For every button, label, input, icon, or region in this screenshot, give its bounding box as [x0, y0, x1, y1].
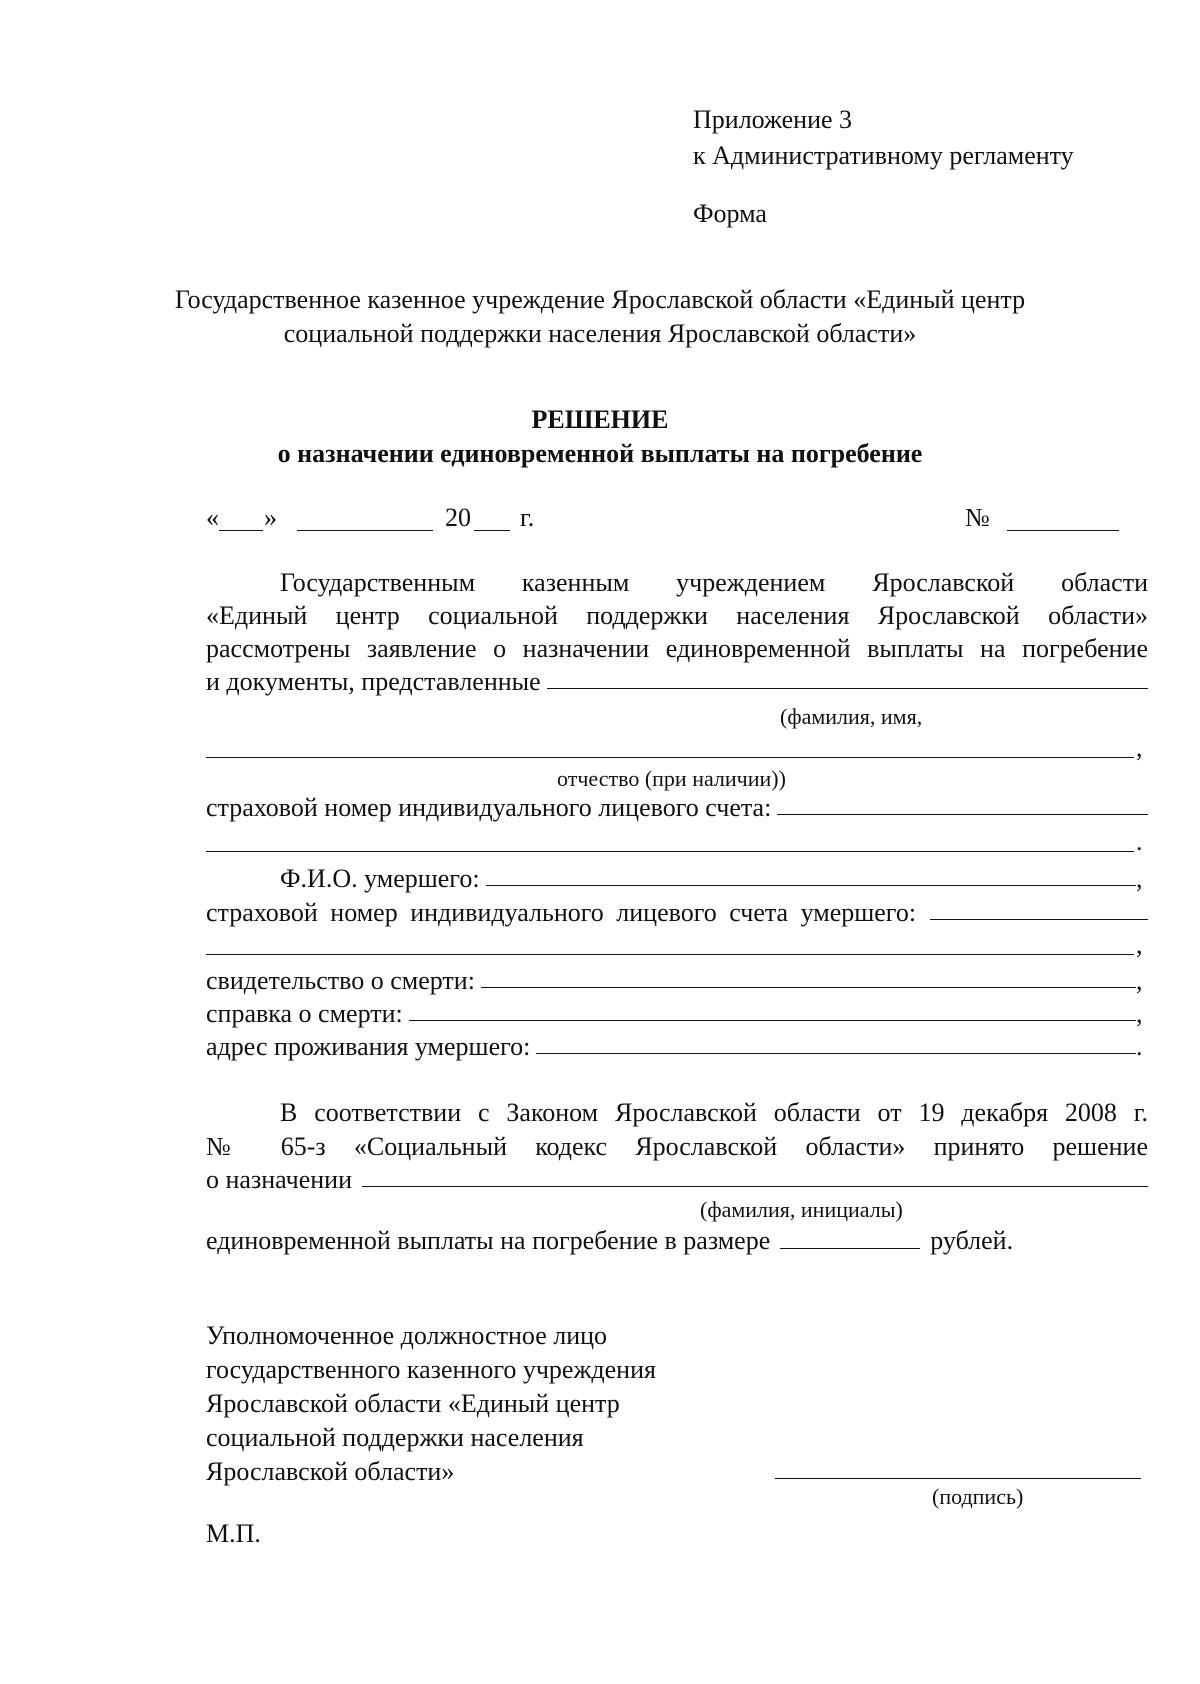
- death-notice-blank[interactable]: [409, 998, 1136, 1021]
- comma-1: ,: [1136, 733, 1143, 762]
- deceased-fio-label: Ф.И.О. умершего:: [280, 864, 480, 893]
- amount-prefix: единовременной выплаты на погребение в размере: [206, 1226, 771, 1255]
- amount-suffix: рублей.: [930, 1226, 1014, 1255]
- applicant-name-blank[interactable]: [547, 666, 1148, 689]
- intro-line-4: и документы, представленные: [206, 667, 541, 696]
- comma-3: ,: [1136, 930, 1143, 959]
- hint-initials: (фамилия, инициалы): [700, 1197, 903, 1222]
- appendix-label: Приложение 3: [693, 105, 853, 134]
- date-day-blank[interactable]: [219, 530, 263, 531]
- official-line-4: социальной поддержки населения: [206, 1423, 584, 1452]
- document-number-blank[interactable]: [1007, 530, 1119, 531]
- hint-patronymic: отчество (при наличии)): [557, 766, 786, 791]
- decision-line-2: № 65-з «Социальный кодекс Ярославской области» принято решение: [206, 1132, 1148, 1161]
- applicant-patronymic-blank[interactable]: [206, 757, 1134, 758]
- death-certificate-blank[interactable]: [481, 965, 1136, 988]
- organization-line-1: Государственное казенное учреждение Ярославской области «Единый центр: [174, 285, 1026, 314]
- date-year-blank[interactable]: [474, 530, 510, 531]
- applicant-snils-row: [206, 792, 1148, 824]
- period-1: .: [1136, 827, 1143, 856]
- applicant-snils-continuation-blank[interactable]: [206, 851, 1134, 852]
- applicant-snils-label: страховой номер индивидуального лицевого счета:: [206, 793, 772, 822]
- signature-blank[interactable]: [775, 1478, 1141, 1479]
- organization-line-2: социальной поддержки населения Ярославской области»: [283, 319, 917, 348]
- amount-blank[interactable]: [780, 1224, 920, 1249]
- deceased-address-blank[interactable]: [536, 1031, 1136, 1054]
- beneficiary-row: [206, 1164, 1148, 1196]
- decision-line-3: о назначении: [206, 1165, 352, 1194]
- decision-line-1: В соответствии с Законом Ярославской области от 19 декабря 2008 г.: [280, 1098, 1148, 1127]
- deceased-fio-blank[interactable]: [486, 863, 1136, 886]
- deceased-address-row: [206, 1031, 1136, 1063]
- period-2: .: [1136, 1032, 1143, 1061]
- official-line-1: Уполномоченное должностное лицо: [206, 1321, 608, 1350]
- form-label: Форма: [693, 199, 767, 228]
- applicant-row: [206, 666, 1148, 698]
- hint-name: (фамилия, имя,: [780, 704, 923, 729]
- intro-line-2: «Единый центр социальной поддержки населения Ярославской области»: [206, 601, 1148, 630]
- date-close-quote: »: [264, 503, 277, 532]
- comma-4: ,: [1136, 966, 1143, 995]
- document-title: РЕШЕНИЕ: [531, 405, 669, 434]
- amount-row: [206, 1224, 1013, 1257]
- date-year-suffix: г.: [520, 503, 535, 532]
- death-notice-label: справка о смерти:: [206, 999, 403, 1028]
- deceased-address-label: адрес проживания умершего:: [206, 1032, 531, 1061]
- deceased-fio-row: [280, 863, 1136, 895]
- intro-line-3: рассмотрены заявление о назначении единовременной выплаты на погребение: [206, 634, 1148, 663]
- stamp-place: М.П.: [206, 1519, 261, 1548]
- deceased-snils-continuation-blank[interactable]: [206, 954, 1134, 955]
- deceased-snils-label: страховой номер индивидуального лицевого счета умершего:: [206, 898, 917, 927]
- number-sign: №: [965, 503, 990, 532]
- date-open-quote: «: [206, 503, 219, 532]
- document-subtitle: о назначении единовременной выплаты на погребение: [277, 439, 923, 468]
- official-line-5: Ярославской области»: [206, 1457, 455, 1486]
- official-line-2: государственного казенного учреждения: [206, 1355, 656, 1384]
- applicant-snils-blank[interactable]: [777, 792, 1148, 815]
- death-certificate-row: [206, 965, 1136, 997]
- deceased-snils-blank[interactable]: [930, 897, 1148, 920]
- signature-hint: (подпись): [932, 1484, 1024, 1509]
- beneficiary-name-blank[interactable]: [362, 1164, 1148, 1187]
- intro-line-1: Государственным казенным учреждением Ярославской области: [280, 568, 1148, 597]
- date-month-blank[interactable]: [297, 530, 433, 531]
- regulation-reference: к Административному регламенту: [693, 141, 1074, 170]
- death-notice-row: [206, 998, 1136, 1030]
- official-line-3: Ярославской области «Единый центр: [206, 1389, 620, 1418]
- date-year-prefix: 20: [445, 503, 471, 532]
- comma-2: ,: [1136, 864, 1143, 893]
- deceased-snils-row: [206, 897, 1148, 929]
- comma-5: ,: [1136, 999, 1143, 1028]
- death-certificate-label: свидетельство о смерти:: [206, 966, 475, 995]
